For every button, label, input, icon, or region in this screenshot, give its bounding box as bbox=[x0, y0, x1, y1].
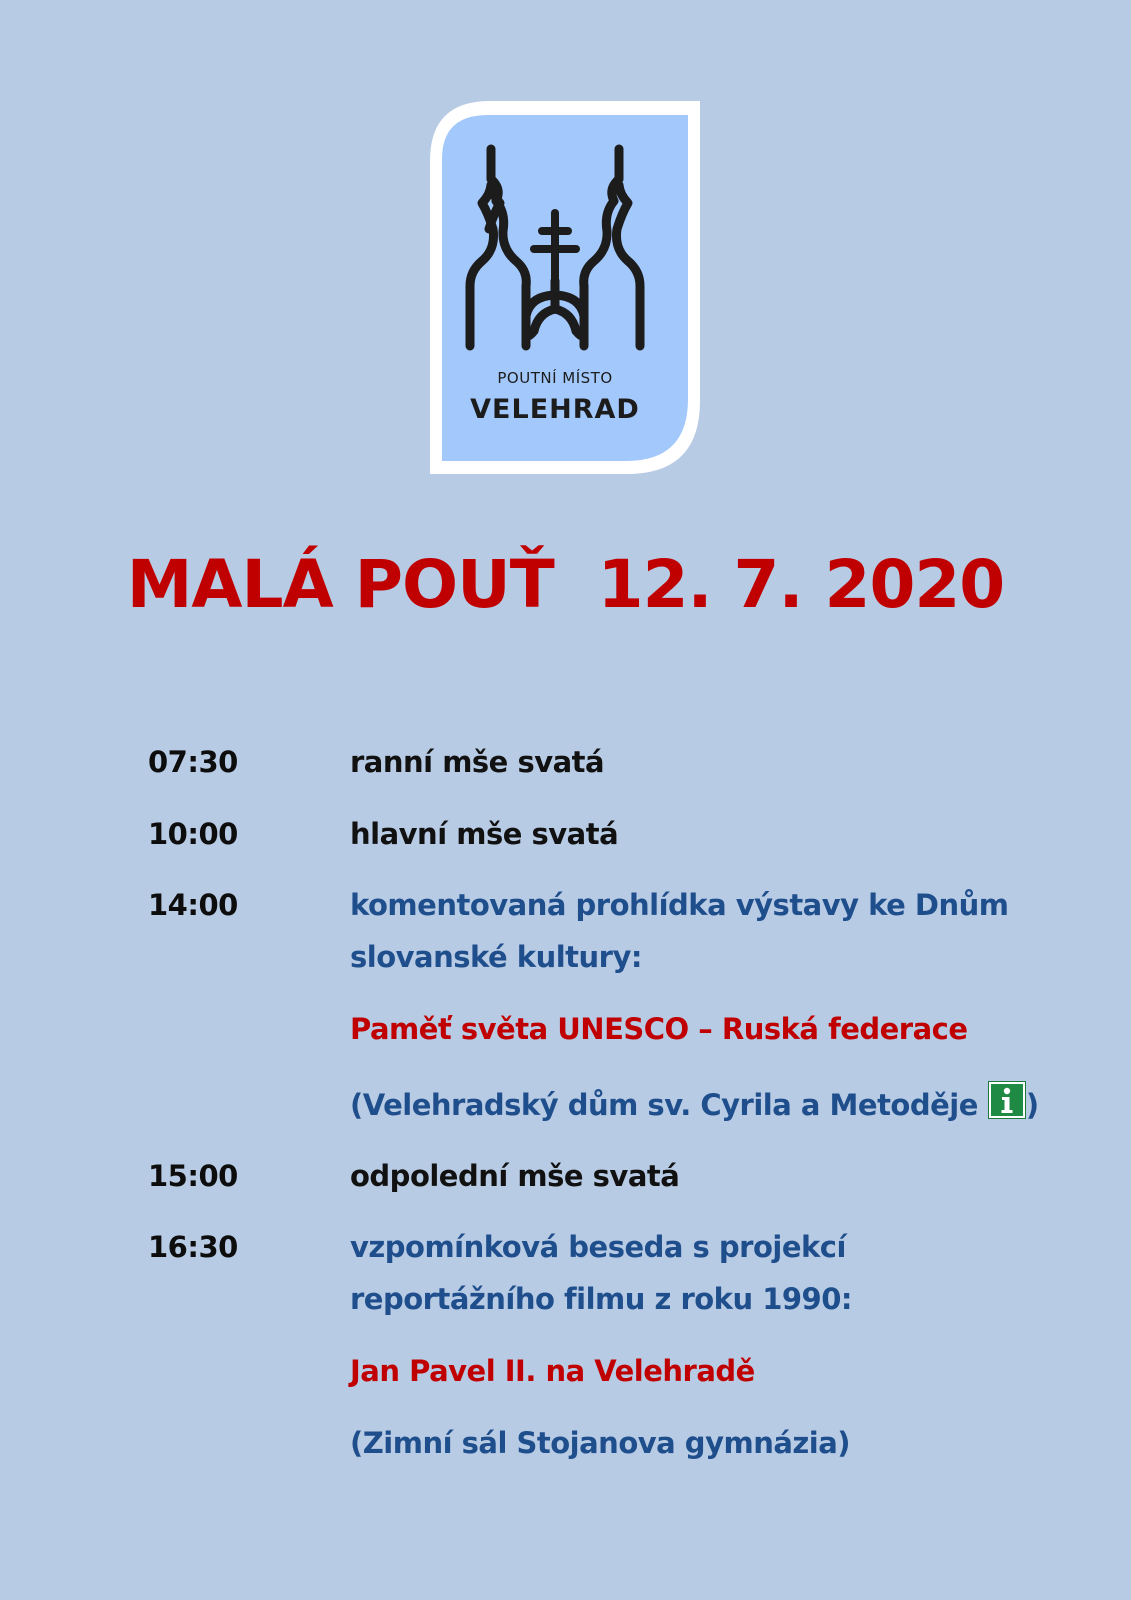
logo-subtitle: POUTNÍ MÍSTO bbox=[497, 369, 613, 387]
event-line: reportážního filmu z roku 1990: bbox=[350, 1282, 853, 1316]
schedule-time: 14:00 bbox=[148, 888, 238, 922]
location-close: ) bbox=[1025, 1088, 1039, 1122]
event-line: hlavní mše svatá bbox=[350, 817, 619, 851]
event-line: vzpomínková beseda s projekcí bbox=[350, 1230, 846, 1264]
schedule-event bbox=[350, 736, 1050, 788]
velehrad-logo bbox=[430, 101, 700, 474]
info-icon bbox=[988, 1081, 1026, 1119]
schedule-time: 15:00 bbox=[148, 1159, 238, 1193]
event-location: (Zimní sál Stojanova gymnázia) bbox=[350, 1426, 851, 1460]
event-line: komentovaná prohlídka výstavy ke Dnům bbox=[350, 888, 1009, 922]
exhibition-title: Paměť světa UNESCO – Ruská federace bbox=[350, 1012, 968, 1046]
event-line: slovanské kultury: bbox=[350, 940, 642, 974]
schedule-time: 10:00 bbox=[148, 817, 238, 851]
event-location bbox=[350, 1079, 1039, 1131]
logo-name: VELEHRAD bbox=[470, 394, 640, 425]
schedule-event bbox=[350, 879, 1050, 983]
event-line: ranní mše svatá bbox=[350, 745, 605, 779]
church-towers-icon bbox=[430, 101, 700, 474]
schedule-event bbox=[350, 1150, 1050, 1202]
film-title: Jan Pavel II. na Velehradě bbox=[350, 1354, 755, 1388]
schedule-event bbox=[350, 808, 1050, 860]
schedule-event bbox=[350, 1221, 1050, 1325]
page-title: MALÁ POUŤ 12. 7. 2020 bbox=[126, 546, 1005, 623]
event-line: odpolední mše svatá bbox=[350, 1159, 680, 1193]
location-text: (Velehradský dům sv. Cyrila a Metoděje bbox=[350, 1088, 978, 1122]
schedule-time: 07:30 bbox=[148, 745, 238, 779]
schedule-time: 16:30 bbox=[148, 1230, 238, 1264]
